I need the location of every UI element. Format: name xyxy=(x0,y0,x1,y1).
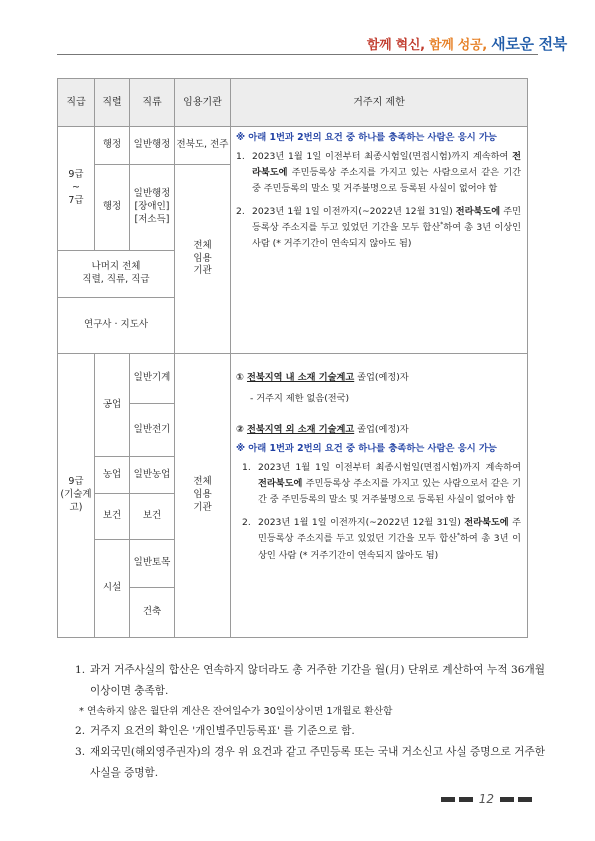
class-cell: 건축 xyxy=(130,588,175,638)
footer-bar-right-2 xyxy=(518,797,532,802)
agency-cell-all: 전체 임용 기관 xyxy=(175,165,231,354)
class-cell: 일반전기 xyxy=(130,404,175,457)
agency-cell: 전북도, 전주 xyxy=(175,127,231,165)
note-item: 1. 과거 거주사실의 합산은 연속하지 않더라도 총 거주한 기간을 월(月) 단위로 계산하여 누적 36개월 이상이면 충족함. xyxy=(75,664,545,697)
notes-section xyxy=(75,660,545,784)
requirement-item: 2. 2023년 1월 1일 이전까지(~2022년 12월 31일) 전라북도에 주민등록상 주소지를 두고 있었던 기간을 모두 합산*하여 총 3년 이상인 사람 (* 거주기간이 연속되지 않아도 됨) xyxy=(236,205,522,250)
page-number: 12 xyxy=(478,792,494,806)
condition-out-region: ② 전북지역 외 소재 기술계고 졸업(예정)자 xyxy=(236,424,409,436)
series-cell: 시설 xyxy=(95,540,130,638)
series-cell: 행정 xyxy=(95,127,130,165)
slogan-part-1: 함께 혁신, xyxy=(366,38,425,53)
table-header-row xyxy=(58,79,528,127)
header-grade: 직급 xyxy=(58,79,95,127)
footer-bar-right-1 xyxy=(500,797,514,802)
class-cell: 일반행정 [장애인] [저소득] xyxy=(130,165,175,251)
residence-requirement-table xyxy=(57,78,528,638)
header-residence: 거주지 제한 xyxy=(231,79,528,127)
note-star: * 연속하지 않은 월단위 계산은 잔여일수가 30일이상이면 1개월로 환산함 xyxy=(79,705,393,717)
requirement-item: 1. 2023년 1월 1일 이전부터 최종시험일(면접시험)까지 계속하여 전라북도에 주민등록상 주소지를 가지고 있는 사람으로서 같은 기간 중 주민등록의 말소 및 거주불명으로 등록된 사실이 없어야 함 xyxy=(236,150,521,195)
page-footer xyxy=(441,792,532,806)
grade-cell-2: 9급 (기술계고) xyxy=(58,354,95,638)
slogan-part-2: 함께 성공, xyxy=(428,38,487,53)
requirement-item: 2. 2023년 1월 1일 이전까지(~2022년 12월 31일) 전라북도에 주민등록상 주소지를 두고 있었던 기간을 모두 합산*하여 총 3년 이상인 사람 (* 거주기간이 연속되지 않아도 됨) xyxy=(242,516,521,561)
requirement-item: 1. 2023년 1월 1일 이전부터 최종시험일(면접시험)까지 계속하여 전라북도에 주민등록상 주소지를 가지고 있는 사람으로서 같은 기간 중 주민등록의 말소 및 거주불명으로 등록된 사실이 없어야 함 xyxy=(242,461,521,506)
grade-cell-1: 9급 ~ 7급 xyxy=(58,127,95,251)
series-cell: 공업 xyxy=(95,354,130,457)
slogan-part-3: 새로운 전북 xyxy=(491,35,567,53)
header-slogan xyxy=(367,33,567,54)
requirement-heading: ※ 아래 1번과 2번의 요건 중 하나를 충족하는 사람은 응시 가능 xyxy=(236,132,497,143)
header-rule xyxy=(57,54,538,55)
class-cell: 일반토목 xyxy=(130,540,175,588)
note-item: 3. 재외국민(해외영주권자)의 경우 위 요건과 같고 주민등록 또는 국내 거소신고 사실 증명으로 거주한 사실을 증명함. xyxy=(75,746,545,780)
table-row xyxy=(58,354,528,404)
requirement-heading: ※ 아래 1번과 2번의 요건 중 하나를 충족하는 사람은 응시 가능 xyxy=(236,443,497,455)
class-cell: 일반행정 xyxy=(130,127,175,165)
class-cell: 보건 xyxy=(130,494,175,540)
researcher-cell: 연구사 · 지도사 xyxy=(58,298,175,354)
residence-cell-2 xyxy=(231,354,528,638)
header-series: 직렬 xyxy=(95,79,130,127)
class-cell: 일반기계 xyxy=(130,354,175,404)
rest-series-cell: 나머지 전체 직렬, 직류, 직급 xyxy=(58,251,175,298)
agency-cell-all: 전체 임용 기관 xyxy=(175,354,231,638)
series-cell: 보건 xyxy=(95,494,130,540)
table-row xyxy=(58,127,528,165)
footer-bar-left-2 xyxy=(459,797,473,802)
header-class: 직류 xyxy=(130,79,175,127)
condition-in-region: ① 전북지역 내 소재 기술계고 졸업(예정)자 xyxy=(236,372,409,383)
series-cell: 행정 xyxy=(95,165,130,251)
header-agency: 임용기관 xyxy=(175,79,231,127)
series-cell: 농업 xyxy=(95,457,130,494)
note-item: 2. 거주지 요건의 확인은 '개인별주민등록표' 를 기준으로 함. xyxy=(75,725,355,738)
no-restriction-note: - 거주지 제한 없음(전국) xyxy=(250,392,350,404)
residence-cell-1 xyxy=(231,127,528,354)
footer-bar-left-1 xyxy=(441,797,455,802)
class-cell: 일반농업 xyxy=(130,457,175,494)
